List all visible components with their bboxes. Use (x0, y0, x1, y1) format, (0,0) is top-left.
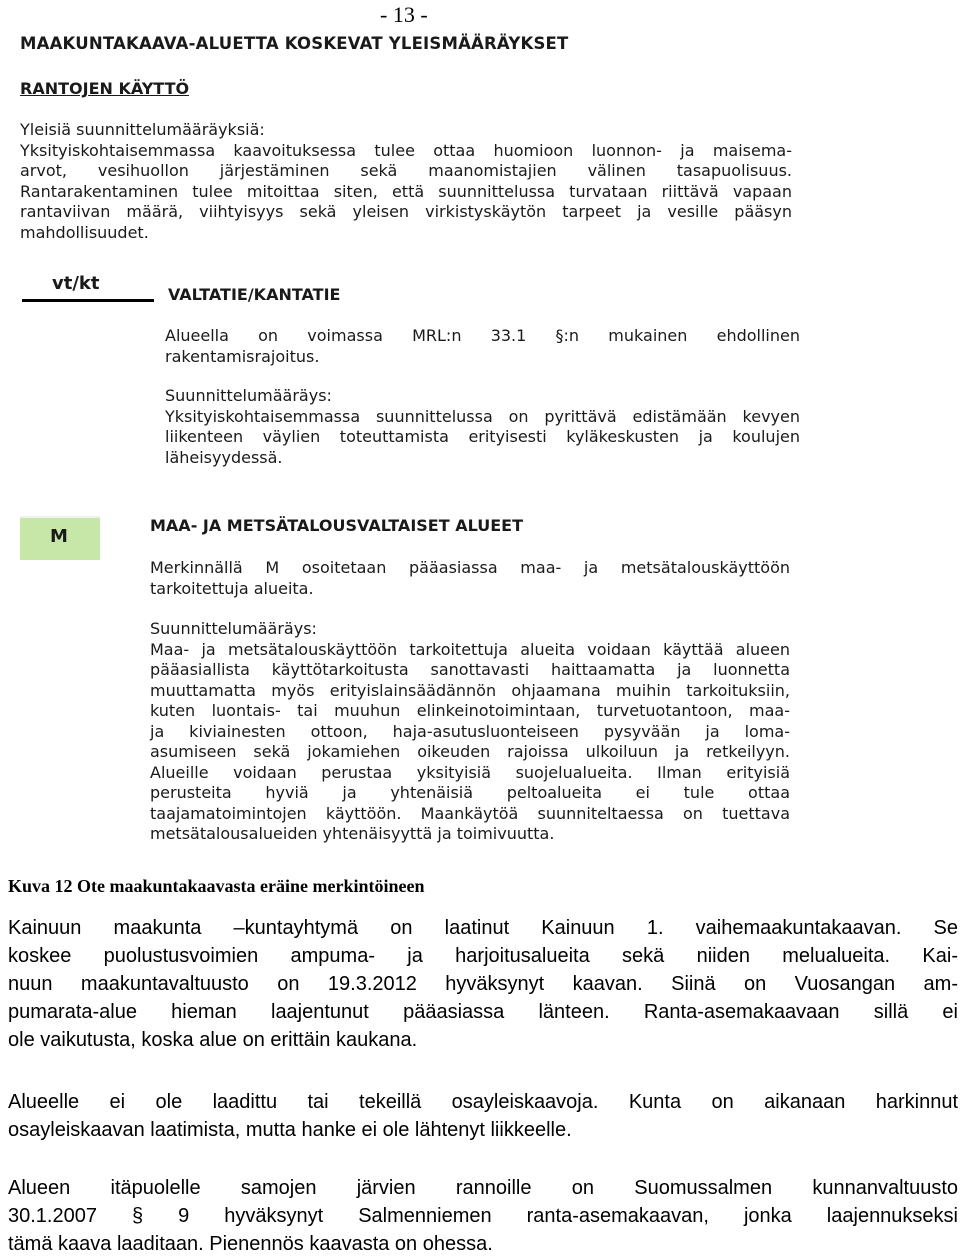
vtkt-title: VALTATIE/KANTATIE (168, 285, 341, 304)
m-title: MAA- JA METSÄTALOUSVALTAISET ALUEET (150, 516, 523, 535)
page-number: - 13 - (380, 2, 428, 27)
general-line: mahdollisuudet. (20, 222, 149, 242)
paragraph-line: koskee puolustusvoimien ampuma- ja harjoitusalueita sekä niiden melualueita. Kai- (8, 945, 958, 967)
m-line: metsätalousalueiden yhtenäisyyttä ja toimivuutta. (150, 824, 555, 843)
paragraph-line: osayleiskaavan laatimista, mutta hanke ei ole lähtenyt liikkeelle. (8, 1119, 572, 1141)
road-line-symbol (22, 299, 154, 302)
m-line: kuten luontais- tai muuhun elinkeinotoimintaan, turvetuotantoon, maa- (150, 701, 790, 720)
m-line: pääasiallista käyttötarkoitusta sanottavasti haittaamatta ja luonnetta (150, 660, 790, 679)
general-line: Rantarakentaminen tulee mitoittaa siten, että suunnittelussa turvataan riittävä vapaan (20, 181, 792, 201)
vtkt-description (165, 326, 800, 468)
paragraph-line: nuun maakuntavaltuusto on 19.3.2012 hyväksynyt kaavan. Siinä on Vuosangan am- (8, 973, 958, 995)
m-line: ja kiviainesten ottoon, haja-asutusluonteiseen pysyvään ja loma- (150, 721, 790, 741)
paragraph-line: Alueelle ei ole laadittu tai tekeillä osayleiskaavoja. Kunta on aikanaan harkinnut (8, 1091, 958, 1113)
vtkt-regulation-label: Suunnittelumääräys: (165, 386, 332, 405)
paragraph-line: Kainuun maakunta –kuntayhtymä on laatinut Kainuun 1. vaihemaakuntakaavan. Se (8, 917, 958, 939)
figure-main-heading: MAAKUNTAKAAVA-ALUETTA KOSKEVAT YLEISMÄÄRÄYKSET (20, 34, 569, 53)
paragraph-line: pumarata-alue hieman laajentunut pääasiassa länteen. Ranta-asemakaavaan sillä ei (8, 1001, 958, 1023)
vtkt-line: rakentamisrajoitus. (165, 346, 320, 366)
vtkt-line: läheisyydessä. (165, 447, 283, 467)
vtkt-legend-symbol: vt/kt (52, 273, 100, 294)
paragraph-line: tämä kaava laaditaan. Pienennös kaavasta on ohessa. (8, 1233, 493, 1255)
vtkt-line: Alueella on voimassa MRL:n 33.1 §:n mukainen ehdollinen (165, 326, 800, 345)
paragraph-line: ole vaikutusta, koska alue on erittäin kaukana. (8, 1029, 418, 1051)
m-regulation-label: Suunnittelumääräys: (150, 619, 317, 638)
figure-caption: Kuva 12 Ote maakuntakaavasta eräine merkintöineen (8, 876, 425, 896)
general-line: arvot, vesihuollon järjestäminen sekä maanomistajien välinen tasapuolisuus. (20, 161, 792, 180)
vtkt-line: Yksityiskohtaisemmassa suunnittelussa on pyrittävä edistämään kevyen (165, 406, 800, 426)
m-legend-symbol: M (50, 526, 68, 547)
m-description (150, 558, 790, 845)
m-line: Merkinnällä M osoitetaan pääasiassa maa- ja metsätalouskäyttöön (150, 558, 790, 577)
general-line: rantaviivan määrä, viihtyisyys sekä yleisen virkistyskäytön tarpeet ja vesille pääsyn (20, 202, 792, 221)
general-regulations-label: Yleisiä suunnittelumääräyksiä: (20, 120, 265, 139)
figure-section-heading: RANTOJEN KÄYTTÖ (20, 79, 190, 98)
paragraph-line: 30.1.2007 § 9 hyväksynyt Salmenniemen ranta-asemakaavan, jonka laajennukseksi (8, 1205, 958, 1227)
m-line: taajamatoimintojen käyttöön. Maankäytöä suunniteltaessa on tuettava (150, 803, 790, 823)
paragraph-line: Alueen itäpuolelle samojen järvien rannoille on Suomussalmen kunnanvaltuusto (8, 1177, 958, 1199)
general-line: Yksityiskohtaisemmassa kaavoituksessa tulee ottaa huomioon luonnon- ja maisema- (20, 140, 792, 160)
m-line: asumiseen sekä jokamiehen oikeuden rajoissa ulkoiluun ja retkeilyyn. (150, 742, 790, 761)
vtkt-line: liikenteen väylien toteuttamista erityisesti kyläkeskusten ja koulujen (165, 427, 800, 446)
paragraph-3 (8, 1174, 958, 1258)
m-line: Maa- ja metsätalouskäyttöön tarkoitettuja alueita voidaan käyttää alueen (150, 639, 790, 659)
m-line: muuttamatta myös erityislainsäädännön ohjaamana muihin tarkoituksiin, (150, 680, 790, 700)
paragraph-1 (8, 914, 958, 1054)
m-line: tarkoitettuja alueita. (150, 578, 314, 598)
paragraph-2 (8, 1088, 958, 1144)
general-regulations (20, 120, 792, 243)
m-line: Alueille voidaan perustaa yksityisiä suojelualueita. Ilman erityisiä (150, 762, 790, 782)
m-line: perusteita hyviä ja yhtenäisiä peltoalueita ei tule ottaa (150, 783, 790, 802)
